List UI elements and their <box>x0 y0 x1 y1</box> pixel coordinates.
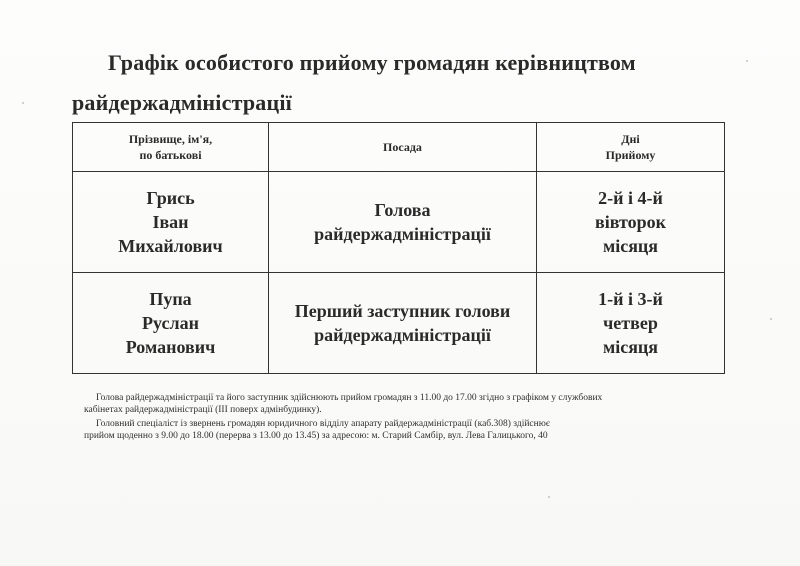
scan-speck <box>770 318 772 320</box>
days-line: вівторок <box>595 212 666 232</box>
table-row <box>73 273 725 374</box>
name-line: Романович <box>125 337 216 357</box>
name-line: Руслан <box>142 313 199 333</box>
header-days-line: Дні <box>621 132 640 146</box>
cell-reception-days <box>537 172 725 273</box>
table-header-row <box>73 123 725 172</box>
cell-position <box>269 172 537 273</box>
header-days-line: Прийому <box>605 148 656 162</box>
header-full-name-line: Прізвище, ім'я, <box>128 132 213 146</box>
cell-full-name <box>73 172 269 273</box>
name-line: Іван <box>152 212 189 232</box>
position-line: Перший заступник голови <box>294 301 511 321</box>
header-full-name <box>73 123 269 172</box>
header-full-name-line: по батькові <box>139 148 202 162</box>
reception-schedule-table <box>72 122 725 374</box>
name-line: Пупа <box>149 289 192 309</box>
scan-speck <box>22 102 24 104</box>
table-row <box>73 172 725 273</box>
header-position: Посада <box>269 123 537 172</box>
name-line: Михайлович <box>118 236 223 256</box>
cell-full-name <box>73 273 269 374</box>
header-reception-days <box>537 123 725 172</box>
note-reception-hours-line-2: кабінетах райдержадміністрації (ІІІ поверх адмінбудинку). <box>84 405 322 415</box>
position-line: райдержадміністрації <box>314 224 491 244</box>
days-line: 1-й і 3-й <box>598 289 663 309</box>
document-title-line-1: Графік особистого прийому громадян керівництвом <box>108 50 636 75</box>
days-line: місяця <box>602 337 659 357</box>
days-line: місяця <box>602 236 659 256</box>
cell-reception-days <box>537 273 725 374</box>
note-specialist-line-1: Головний спеціаліст із звернень громадян юридичного відділу апарату райдержадміністрації (каб.308) здійснює <box>96 419 550 429</box>
days-line: 2-й і 4-й <box>598 188 663 208</box>
scan-speck <box>548 496 550 498</box>
note-reception-hours-line-1: Голова райдержадміністрації та його заступник здійснюють прийом громадян з 11.00 до 17.00 згідно з графіком у службових <box>96 393 603 403</box>
cell-position <box>269 273 537 374</box>
note-specialist-line-2: прийом щоденно з 9.00 до 18.00 (перерва з 13.00 до 13.45) за адресою: м. Старий Самбір, вул. Лева Галицького, 40 <box>84 431 548 441</box>
position-line: райдержадміністрації <box>314 325 491 345</box>
days-line: четвер <box>603 313 658 333</box>
name-line: Грись <box>146 188 195 208</box>
document-title-line-2: райдержадміністрації <box>72 90 292 115</box>
position-line: Голова <box>374 200 431 220</box>
scan-speck <box>746 60 748 62</box>
